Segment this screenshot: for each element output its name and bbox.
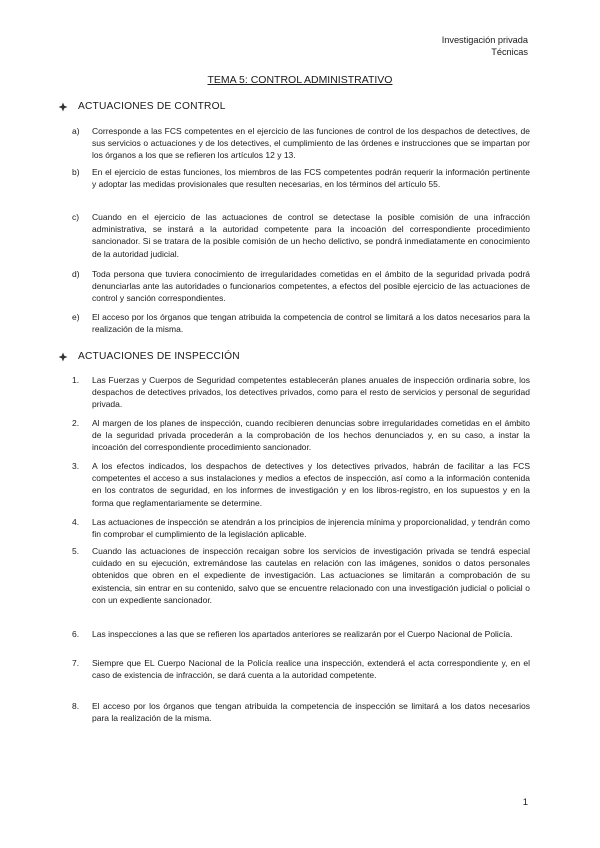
- page-header: [442, 34, 528, 58]
- section-heading-inspection: [58, 351, 240, 362]
- list-item-text: Corresponde a las FCS competentes en el ejercicio de las funciones de control de los despachos de detectives, de sus servicios o actuaciones y de los detectives, el cumplimiento de las órdenes e instrucciones que se impartan por los órganos a los que se refieren los artículos 12 y 13.: [92, 126, 530, 161]
- list-item-text: El acceso por los órganos que tengan atribuida la competencia de control se limitará a los datos necesarios para la realización de la misma.: [92, 312, 530, 335]
- section-heading-control: [58, 101, 226, 112]
- header-topic: Técnicas: [491, 47, 528, 57]
- list-item: [72, 211, 530, 268]
- list-item: [72, 628, 530, 657]
- header-subject: Investigación privada: [441, 35, 528, 45]
- list-item-text: El acceso por los órganos que tengan atribuida la competencia de inspección se limitará a los datos necesarios para la realización de la misma.: [92, 701, 530, 724]
- list-item: [72, 700, 530, 730]
- list-item-text: Toda persona que tuviera conocimiento de irregularidades cometidas en el ámbito de la seguridad privada podrá denunciarlas ante las autoridades o funcionarios competentes, a efectos del posible ejercicio de las actuaciones de control y sanción correspondientes.: [92, 269, 530, 304]
- list-marker: c): [72, 212, 80, 222]
- list-item-text: En el ejercicio de estas funciones, los miembros de las FCS competentes podrán requerir la información pertinente y adoptar las medidas provisionales que resulten necesarias, en los términos del artículo 55.: [92, 167, 530, 190]
- diamond-bullet-icon: [58, 102, 68, 112]
- list-item: [72, 417, 530, 460]
- list-marker: 8.: [72, 701, 80, 711]
- page-number: 1: [522, 797, 528, 808]
- list-marker: 2.: [72, 418, 80, 428]
- list-item: [72, 374, 530, 417]
- list-marker: 3.: [72, 461, 80, 471]
- list-marker: 7.: [72, 658, 80, 668]
- list-item-text: A los efectos indicados, los despachos de detectives y los detectives privados, habrán de facilitar a las FCS competentes el acceso a sus instalaciones y medios a efectos de inspección, así como a la información contenida en los contratos de seguridad, en los informes de investigación y en los libros-registro, en los supuestos y en la forma que reglamentariamente se determine.: [92, 461, 530, 508]
- list-marker: 6.: [72, 629, 80, 639]
- list-item: [72, 268, 530, 311]
- list-item-text: Al margen de los planes de inspección, cuando recibieren denuncias sobre irregularidades cometidas en el ámbito de la seguridad privada procederán a la comprobación de los hechos denunciados y, en su caso, a instar la incoación del correspondiente procedimiento sancionador.: [92, 418, 530, 453]
- list-item: [72, 311, 530, 341]
- list-marker: 4.: [72, 517, 80, 527]
- list-item-text: Las actuaciones de inspección se atendrán a los principios de injerencia mínima y proporcionalidad, y tendrán como fin comprobar el cumplimiento de la legislación aplicable.: [92, 517, 530, 540]
- list-item-text: Las inspecciones a las que se refieren los apartados anteriores se realizarán por el Cuerpo Nacional de Policía.: [92, 629, 513, 639]
- diamond-bullet-icon: [58, 352, 68, 362]
- list-item-text: Siempre que EL Cuerpo Nacional de la Policía realice una inspección, extenderá el acta correspondiente y, en el caso de existencia de infracción, se dará cuenta a la autoridad competente.: [92, 658, 530, 681]
- list-marker: e): [72, 312, 80, 322]
- list-item-text: Cuando en el ejercicio de las actuaciones de control se detectase la posible comisión de una infracción administrativa, se instará a la autoridad competente para la incoación del correspondiente procedimiento sancionador. Si se tratara de la posible comisión de un hecho delictivo, se pondrá inmediatamente en conocimiento de la autoridad judicial.: [92, 212, 530, 259]
- list-marker: a): [72, 126, 80, 136]
- section-heading-label: ACTUACIONES DE INSPECCIÓN: [78, 351, 240, 362]
- inspection-list: [72, 374, 530, 730]
- list-item: [72, 166, 530, 211]
- list-item: [72, 516, 530, 545]
- section-heading-label: ACTUACIONES DE CONTROL: [78, 101, 226, 112]
- list-item-text: Las Fuerzas y Cuerpos de Seguridad competentes establecerán planes anuales de inspección ordinaria sobre, los despachos de detectives privados, los detectives privados, como para el resto de servicios y personal de seguridad privada.: [92, 375, 530, 410]
- list-item: [72, 125, 530, 166]
- list-item-text: Cuando las actuaciones de inspección recaigan sobre los servicios de investigación privada se tendrá especial cuidado en su ejecución, extremándose las cautelas en relación con las imágenes, sonidos o datos personales obtenidos que obren en el expediente de investigación. Las actuaciones se limitarán a comprobación de su existencia, sin entrar en su contenido, salvo que se encuentre relacionado con una investigación judicial o policial o con un expediente sancionador.: [92, 546, 530, 605]
- list-marker: d): [72, 269, 80, 279]
- page-title: TEMA 5: CONTROL ADMINISTRATIVO: [207, 74, 393, 86]
- list-item: [72, 657, 530, 700]
- list-marker: b): [72, 167, 80, 177]
- control-list: [72, 125, 530, 341]
- list-item: [72, 545, 530, 628]
- list-item: [72, 460, 530, 516]
- list-marker: 5.: [72, 546, 80, 556]
- list-marker: 1.: [72, 375, 80, 385]
